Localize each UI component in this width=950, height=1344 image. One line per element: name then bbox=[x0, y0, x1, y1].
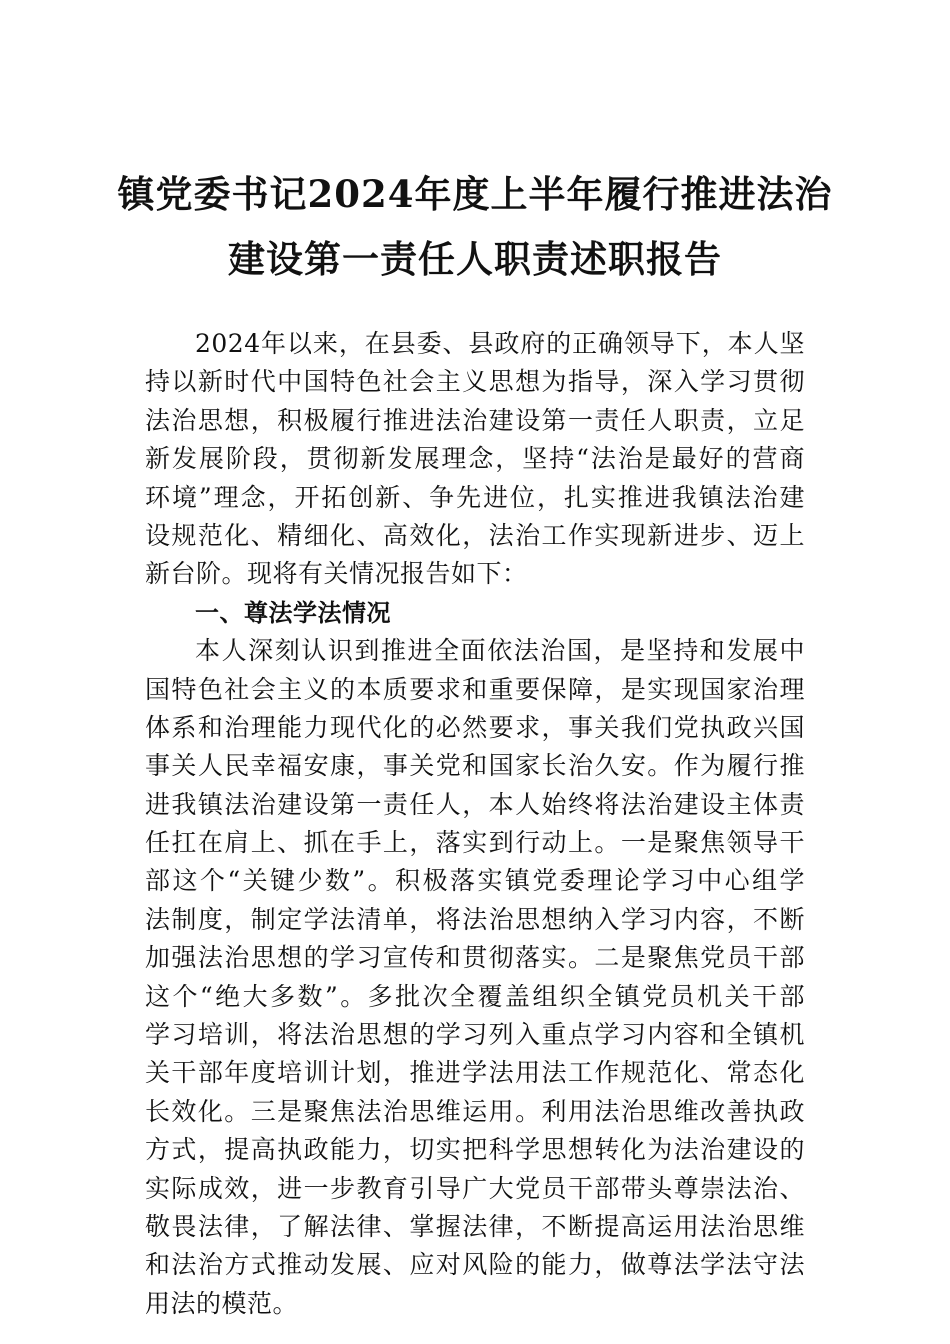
paragraph-line: 加强法治思想的学习宣传和贯彻落实。二是聚焦党员干部 bbox=[145, 943, 805, 973]
paragraph-line: 体系和治理能力现代化的必然要求，事关我们党执政兴国 bbox=[145, 712, 805, 742]
paragraph-line: 法治思想，积极履行推进法治建设第一责任人职责，立足 bbox=[145, 405, 805, 435]
paragraph-line: 关干部年度培训计划，推进学法用法工作规范化、常态化 bbox=[145, 1058, 805, 1088]
section-heading: 一、尊法学法情况 bbox=[195, 598, 391, 627]
document-body bbox=[145, 325, 805, 1323]
paragraph-line: 环境”理念，开拓创新、争先进位，扎实推进我镇法治建 bbox=[145, 482, 805, 512]
document-title-line-2: 建设第一责任人职责述职报告 bbox=[228, 237, 722, 281]
paragraph-line: 实际成效，进一步教育引导广大党员干部带头尊崇法治、 bbox=[145, 1173, 805, 1203]
paragraph-line: 任扛在肩上、抓在手上，落实到行动上。一是聚焦领导干 bbox=[145, 828, 805, 858]
paragraph-line: 进我镇法治建设第一责任人，本人始终将法治建设主体责 bbox=[145, 789, 805, 819]
paragraph-line: 用法的模范。 bbox=[145, 1288, 299, 1318]
paragraph-line: 长效化。三是聚焦法治思维运用。利用法治思维改善执政 bbox=[145, 1096, 805, 1126]
paragraph-line: 国特色社会主义的本质要求和重要保障，是实现国家治理 bbox=[145, 674, 805, 704]
paragraph-line: 事关人民幸福安康，事关党和国家长治久安。作为履行推 bbox=[145, 751, 805, 781]
paragraph-line: 法制度，制定学法清单，将法治思想纳入学习内容，不断 bbox=[145, 904, 805, 934]
paragraph-line: 新台阶。现将有关情况报告如下： bbox=[145, 559, 528, 589]
paragraph-line: 2024年以来，在县委、县政府的正确领导下，本人坚 bbox=[195, 329, 805, 358]
paragraph-line: 学习培训，将法治思想的学习列入重点学习内容和全镇机 bbox=[145, 1020, 805, 1050]
document-title-line-1: 镇党委书记2024年度上半年履行推进法治 bbox=[117, 172, 833, 216]
paragraph-line: 方式，提高执政能力，切实把科学思想转化为法治建设的 bbox=[145, 1135, 805, 1165]
paragraph-line: 新发展阶段，贯彻新发展理念，坚持“法治是最好的营商 bbox=[145, 444, 805, 474]
paragraph-line: 设规范化、精细化、高效化，法治工作实现新进步、迈上 bbox=[145, 520, 805, 550]
paragraph-line: 持以新时代中国特色社会主义思想为指导，深入学习贯彻 bbox=[145, 367, 805, 397]
paragraph-line: 部这个“关键少数”。积极落实镇党委理论学习中心组学 bbox=[145, 866, 805, 896]
paragraph-line: 敬畏法律，了解法律、掌握法律，不断提高运用法治思维 bbox=[145, 1211, 805, 1241]
paragraph-line: 和法治方式推动发展、应对风险的能力，做尊法学法守法 bbox=[145, 1250, 805, 1280]
paragraph-line: 这个“绝大多数”。多批次全覆盖组织全镇党员机关干部 bbox=[145, 981, 805, 1011]
paragraph-line: 本人深刻认识到推进全面依法治国，是坚持和发展中 bbox=[195, 636, 805, 666]
